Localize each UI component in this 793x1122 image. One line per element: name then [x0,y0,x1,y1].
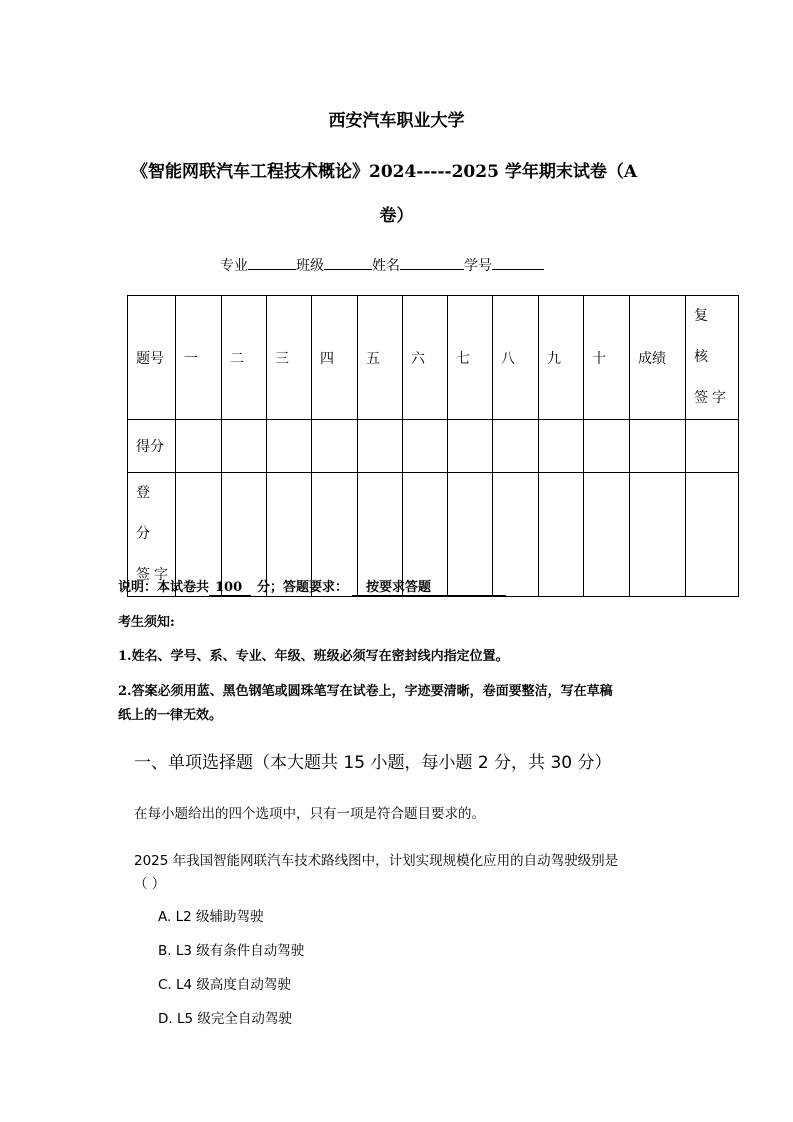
question-1: 2025 年我国智能网联汽车技术路线图中，计划实现规模化应用的自动驾驶级别是 [134,853,619,869]
score-cell[interactable] [539,420,584,473]
score-cell[interactable] [358,420,403,473]
sign-cell[interactable] [539,473,584,597]
major-input[interactable] [248,254,296,270]
school-name: 西安汽车职业大学 [328,111,465,131]
desc-prefix: 说明：本试卷共 [118,580,210,595]
score-cell[interactable] [267,420,312,473]
exam-description [118,576,506,596]
score-cell[interactable] [584,420,630,473]
score-table [127,295,739,597]
score-cell[interactable] [448,420,493,473]
row-label-score: 得分 [128,420,176,473]
header-cell: 四 [312,296,358,420]
recorder-label: 登 分 [136,485,154,542]
header-cell: 五 [358,296,403,420]
sign-label: 签字 [694,390,730,406]
recorder-sign-label: 签字 [136,567,172,583]
class-input[interactable] [324,254,372,270]
score-cell[interactable] [176,420,222,473]
section-heading: 一、单项选择题（本大题共 15 小题，每小题 2 分，共 30 分） [134,753,612,773]
notice-item-2: 2.答案必须用蓝、黑色钢笔或圆珠笔写在试卷上，字迹要清晰，卷面要整洁，写在草稿 [118,684,613,699]
header-cell: 一 [176,296,222,420]
header-cell-review [686,296,739,420]
score-cell[interactable] [312,420,358,473]
header-cell: 二 [222,296,267,420]
exam-title-cont: 卷） [379,206,414,226]
option-b[interactable]: B. L3 级有条件自动驾驶 [158,943,305,959]
id-input[interactable] [492,254,544,270]
header-cell: 八 [493,296,539,420]
student-info-fields [220,254,544,275]
header-cell: 题号 [128,296,176,420]
answer-requirement: 按要求答题 [352,576,506,596]
score-cell[interactable] [403,420,448,473]
score-cell[interactable] [493,420,539,473]
option-d[interactable]: D. L5 级完全自动驾驶 [158,1011,292,1027]
name-label: 姓名 [372,258,400,274]
sign-cell[interactable] [686,473,739,597]
answer-blank[interactable]: （ ） [134,876,166,892]
header-cell: 六 [403,296,448,420]
class-label: 班级 [296,258,324,274]
score-cell[interactable] [222,420,267,473]
score-cell[interactable] [686,420,739,473]
notice-item-1: 1.姓名、学号、系、专业、年级、班级必须写在密封线内指定位置。 [118,649,509,664]
exam-title: 《智能网联汽车工程技术概论》2024-----2025 学年期末试卷（A [131,162,638,182]
header-cell: 成绩 [630,296,686,420]
notice-item-2-cont: 纸上的一律无效。 [118,708,223,723]
score-cell[interactable] [630,420,686,473]
header-cell: 九 [539,296,584,420]
header-cell: 十 [584,296,630,420]
header-cell: 三 [267,296,312,420]
option-a[interactable]: A. L2 级辅助驾驶 [158,909,264,925]
sign-cell[interactable] [630,473,686,597]
header-cell: 七 [448,296,493,420]
desc-mid: 分；答题要求： [257,580,349,595]
id-label: 学号 [464,258,492,274]
sign-cell[interactable] [584,473,630,597]
section-intro: 在每小题给出的四个选项中，只有一项是符合题目要求的。 [134,806,485,822]
notice-title: 考生须知: [118,615,175,630]
review-label: 复 核 [694,308,712,365]
major-label: 专业 [220,258,248,274]
option-c[interactable]: C. L4 级高度自动驾驶 [158,977,291,993]
total-score: 100 [209,580,251,596]
name-input[interactable] [400,254,464,270]
